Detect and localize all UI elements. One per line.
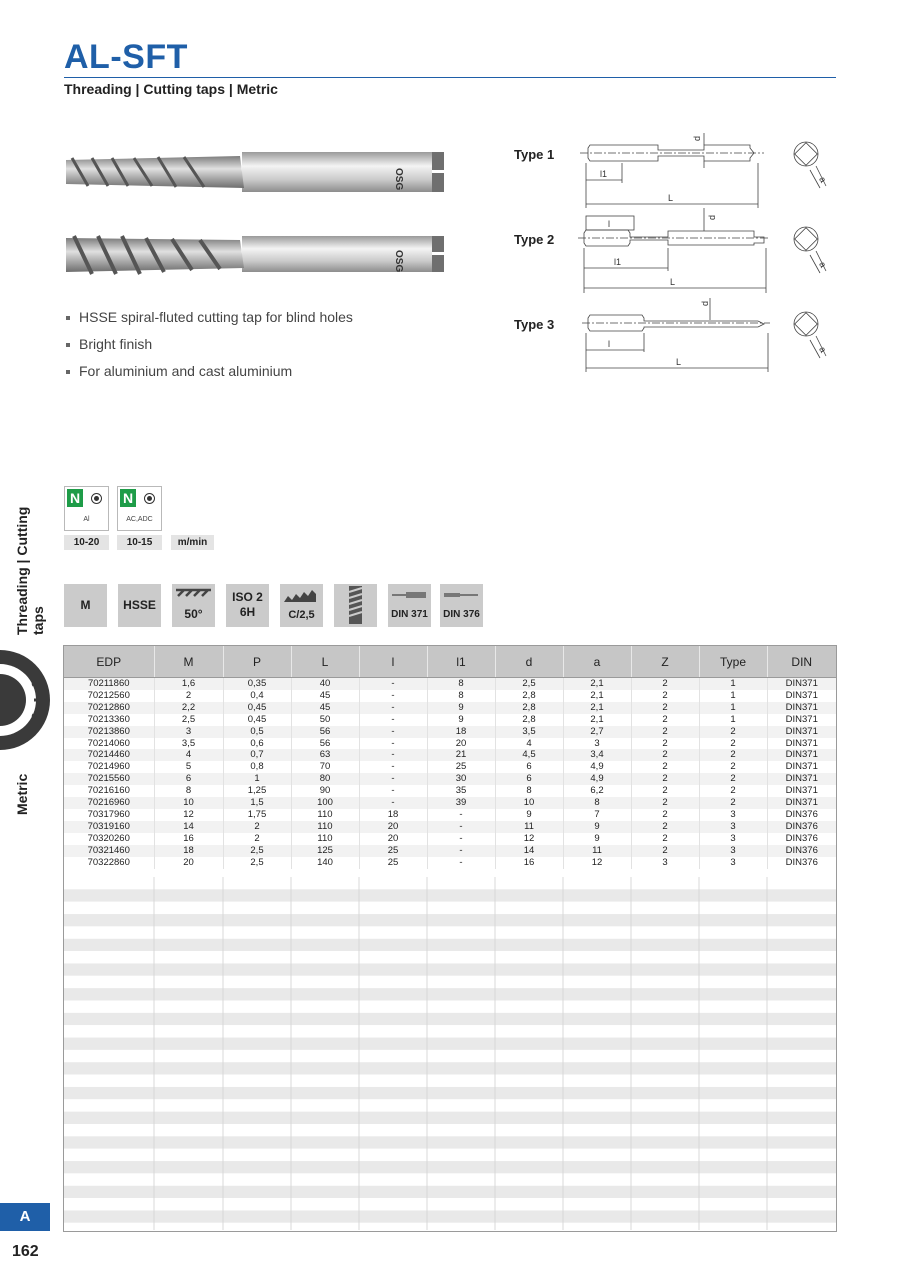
empty-row [64,1075,836,1087]
empty-table-rows [64,877,836,1230]
table-cell: DIN371 [767,678,836,690]
table-cell: 0,45 [223,714,291,726]
bullet-icon [66,343,70,347]
table-cell: DIN376 [767,845,836,857]
table-cell: - [359,678,427,690]
side-tab [14,475,50,815]
table-cell: 2 [631,845,699,857]
table-cell: 6 [495,773,563,785]
empty-row [64,1124,836,1136]
tap-image-type1 [62,148,448,196]
table-cell: 70214460 [64,749,154,761]
empty-row [64,1161,836,1173]
table-row [64,821,836,833]
type3-label: Type 3 [514,317,555,332]
table-cell: 2,7 [563,726,631,738]
table-cell: 1 [223,773,291,785]
table-cell: 0,35 [223,678,291,690]
table-row [64,797,836,809]
table-cell: 70212860 [64,702,154,714]
din376-standard-icon: DIN 376 [440,584,483,627]
empty-row [64,926,836,938]
column-header: EDP [64,646,154,678]
empty-row [64,1050,836,1062]
dim-d-label: d [700,300,710,306]
table-cell: DIN371 [767,797,836,809]
empty-row [64,1087,836,1099]
table-cell: DIN376 [767,809,836,821]
table-cell: 8 [154,785,223,797]
table-row [64,809,836,821]
helix-angle-icon: 50° [172,584,215,627]
table-cell: 110 [291,809,359,821]
table-cell: - [359,785,427,797]
table-cell: 0,6 [223,738,291,750]
table-cell: 45 [291,702,359,714]
table-row [64,761,836,773]
dim-L-label: L [670,277,676,287]
table-cell: 1 [699,714,767,726]
empty-row [64,976,836,988]
empty-row [64,1210,836,1222]
table-cell: 3 [699,845,767,857]
table-row [64,690,836,702]
dim-d-label: d [707,214,717,220]
material-dot-icon [144,493,155,504]
table-cell: 0,4 [223,690,291,702]
table-cell: DIN371 [767,738,836,750]
table-row [64,726,836,738]
table-cell: 70320260 [64,833,154,845]
table-cell: 110 [291,833,359,845]
table-cell: 9 [563,821,631,833]
spiral-flute-icon [334,584,377,627]
table-cell: - [427,821,495,833]
table-cell: DIN376 [767,857,836,869]
table-cell: 2,1 [563,702,631,714]
tap-logo-marking: OSG [393,250,404,273]
empty-row [64,1025,836,1037]
type1-label: Type 1 [514,147,555,162]
material-icon-al: N Al [64,486,109,531]
din371-standard-icon: DIN 371 [388,584,431,627]
table-cell: 70213860 [64,726,154,738]
table-cell: 2 [699,797,767,809]
table-cell: 3,4 [563,749,631,761]
table-row [64,738,836,750]
table-cell: 3 [631,857,699,869]
table-cell: 2 [631,797,699,809]
column-header: P [223,646,291,678]
table-cell: 2,1 [563,678,631,690]
table-cell: 2,1 [563,690,631,702]
table-row [64,785,836,797]
metric-thread-icon: M [64,584,107,627]
table-cell: 18 [359,809,427,821]
product-table [64,646,836,869]
table-cell: 70211860 [64,678,154,690]
table-cell: 110 [291,821,359,833]
table-cell: 16 [495,857,563,869]
table-cell: 12 [154,809,223,821]
table-cell: 1 [699,702,767,714]
table-cell: 12 [495,833,563,845]
feature-item: For aluminium and cast aluminium [66,363,353,390]
table-cell: 20 [359,821,427,833]
table-cell: 8 [427,678,495,690]
table-cell: 0,7 [223,749,291,761]
table-row [64,702,836,714]
table-cell: 2 [631,678,699,690]
table-cell: 70215560 [64,773,154,785]
empty-row [64,1149,836,1161]
table-row [64,773,836,785]
table-cell: 3,5 [154,738,223,750]
table-cell: 14 [154,821,223,833]
table-cell: 9 [427,702,495,714]
table-cell: 20 [154,857,223,869]
table-cell: 9 [563,833,631,845]
table-cell: 3 [699,833,767,845]
table-cell: 21 [427,749,495,761]
table-row [64,749,836,761]
chamfer-form-icon: C/2,5 [280,584,323,627]
table-cell: 6 [495,761,563,773]
column-header: DIN [767,646,836,678]
table-cell: 2 [631,761,699,773]
table-cell: 2 [631,702,699,714]
table-cell: 70214960 [64,761,154,773]
dim-L-label: L [668,193,674,203]
table-cell: 12 [563,857,631,869]
table-cell: 2,1 [563,714,631,726]
table-cell: 2,2 [154,702,223,714]
table-cell: 70317960 [64,809,154,821]
table-cell: 0,45 [223,702,291,714]
table-cell: 14 [495,845,563,857]
column-header: Z [631,646,699,678]
table-cell: 2,8 [495,690,563,702]
table-cell: 2 [631,749,699,761]
speed-unit: m/min [171,535,214,550]
table-cell: 2,5 [223,857,291,869]
table-cell: 2 [699,761,767,773]
table-cell: DIN371 [767,690,836,702]
empty-row [64,939,836,951]
table-cell: 1 [699,678,767,690]
feature-item: Bright finish [66,336,353,363]
column-header: a [563,646,631,678]
empty-row [64,1062,836,1074]
empty-row [64,1112,836,1124]
dim-L-label: L [676,357,682,367]
dim-l-label: l [608,339,610,349]
table-cell: 45 [291,690,359,702]
page-title: AL-SFT [64,38,188,76]
empty-row [64,1186,836,1198]
tap-logo-marking: OSG [393,168,404,191]
empty-row [64,1001,836,1013]
table-cell: 125 [291,845,359,857]
table-cell: 70213360 [64,714,154,726]
dim-l-label: l [608,219,610,229]
table-cell: 2 [699,738,767,750]
empty-row [64,1223,836,1230]
table-cell: - [359,702,427,714]
table-cell: 25 [427,761,495,773]
empty-row [64,1198,836,1210]
table-cell: 25 [359,845,427,857]
bullet-icon [66,370,70,374]
table-cell: - [359,761,427,773]
table-cell: 11 [495,821,563,833]
dim-a-label: a [817,174,829,185]
table-cell: 10 [154,797,223,809]
table-cell: 2,5 [154,714,223,726]
empty-row [64,889,836,901]
table-cell: 4,9 [563,761,631,773]
column-header: l [359,646,427,678]
table-cell: 4,9 [563,773,631,785]
table-cell: 2 [631,738,699,750]
tap-image-type2 [62,230,448,278]
dim-a-label: a [817,259,829,270]
table-cell: 39 [427,797,495,809]
empty-row [64,1038,836,1050]
table-cell: 70319160 [64,821,154,833]
empty-row [64,951,836,963]
table-cell: 8 [427,690,495,702]
table-cell: 3,5 [495,726,563,738]
table-cell: 18 [154,845,223,857]
table-cell: 1,25 [223,785,291,797]
table-cell: 10 [495,797,563,809]
table-cell: DIN371 [767,761,836,773]
table-cell: 2 [223,821,291,833]
table-cell: 6,2 [563,785,631,797]
table-cell: 70322860 [64,857,154,869]
table-cell: 2,5 [495,678,563,690]
table-cell: 40 [291,678,359,690]
table-cell: 2 [223,833,291,845]
table-cell: 140 [291,857,359,869]
column-header: l1 [427,646,495,678]
table-cell: 2 [631,773,699,785]
side-tab-subcategory: Metric [14,773,30,815]
table-cell: - [359,797,427,809]
table-row [64,678,836,690]
table-cell: - [359,714,427,726]
table-cell: - [427,833,495,845]
table-cell: 90 [291,785,359,797]
table-cell: 1,5 [223,797,291,809]
table-cell: 63 [291,749,359,761]
table-cell: DIN371 [767,714,836,726]
side-tab-category: Threading | Cutting taps [14,506,46,635]
cutting-speed-ac-adc: 10-15 [117,535,162,550]
table-cell: 9 [495,809,563,821]
page-subtitle: Threading | Cutting taps | Metric [64,81,278,97]
table-cell: DIN371 [767,749,836,761]
tap-cross-section-icon [0,645,50,755]
table-cell: DIN371 [767,785,836,797]
table-cell: 2 [699,773,767,785]
table-row [64,845,836,857]
type2-label: Type 2 [514,232,555,247]
table-cell: 2,8 [495,702,563,714]
table-cell: DIN376 [767,833,836,845]
table-row [64,857,836,869]
table-cell: - [359,749,427,761]
table-cell: 56 [291,726,359,738]
title-divider [64,77,836,78]
table-cell: 1,6 [154,678,223,690]
column-header: Type [699,646,767,678]
tolerance-class-icon: ISO 2 6H [226,584,269,627]
table-cell: 70214060 [64,738,154,750]
table-cell: 3 [154,726,223,738]
column-header: M [154,646,223,678]
table-cell: 20 [427,738,495,750]
table-cell: 0,8 [223,761,291,773]
table-cell: 2 [699,749,767,761]
empty-row [64,877,836,889]
table-cell: 2 [631,809,699,821]
table-cell: 2 [631,785,699,797]
table-cell: 7 [563,809,631,821]
table-cell: 6 [154,773,223,785]
material-icon-ac-adc: N AC,ADC [117,486,162,531]
table-cell: - [427,809,495,821]
table-cell: 1,75 [223,809,291,821]
table-cell: - [359,726,427,738]
dim-d-label: d [692,135,702,141]
table-cell: 0,5 [223,726,291,738]
feature-list [66,309,353,390]
bullet-icon [66,316,70,320]
table-cell: 30 [427,773,495,785]
table-cell: 3 [699,809,767,821]
table-row [64,833,836,845]
table-cell: 50 [291,714,359,726]
table-row [64,714,836,726]
empty-row [64,914,836,926]
table-cell: - [427,845,495,857]
table-cell: DIN371 [767,702,836,714]
dim-a-label: a [817,344,829,355]
table-cell: 2,5 [223,845,291,857]
empty-row [64,963,836,975]
table-cell: 56 [291,738,359,750]
hsse-material-icon: HSSE [118,584,161,627]
table-cell: 2 [631,821,699,833]
table-cell: 4,5 [495,749,563,761]
table-cell: 4 [154,749,223,761]
table-cell: 35 [427,785,495,797]
table-cell: 5 [154,761,223,773]
table-cell: 16 [154,833,223,845]
table-cell: 70216160 [64,785,154,797]
dim-l1-label: l1 [600,169,608,179]
table-cell: 2 [699,785,767,797]
section-tab: A [0,1203,50,1231]
table-cell: - [359,690,427,702]
table-cell: 2 [631,726,699,738]
column-header: L [291,646,359,678]
table-cell: DIN371 [767,726,836,738]
table-cell: 2 [631,690,699,702]
material-dot-icon [91,493,102,504]
empty-row [64,1136,836,1148]
technical-drawings [578,128,840,378]
table-cell: - [359,773,427,785]
table-cell: 9 [427,714,495,726]
table-cell: 100 [291,797,359,809]
feature-item: HSSE spiral-fluted cutting tap for blind holes [66,309,353,336]
table-cell: DIN371 [767,773,836,785]
table-cell: 80 [291,773,359,785]
table-cell: 11 [563,845,631,857]
table-cell: 18 [427,726,495,738]
table-cell: 70216960 [64,797,154,809]
empty-row [64,1173,836,1185]
column-header: d [495,646,563,678]
empty-row [64,988,836,1000]
table-cell: 1 [699,690,767,702]
table-cell: 3 [699,821,767,833]
page-number: 162 [12,1243,39,1260]
table-cell: DIN376 [767,821,836,833]
table-cell: 8 [495,785,563,797]
empty-row [64,902,836,914]
table-cell: 8 [563,797,631,809]
empty-row [64,1013,836,1025]
table-cell: 3 [699,857,767,869]
table-cell: - [359,738,427,750]
table-cell: 20 [359,833,427,845]
table-cell: 2 [631,833,699,845]
table-cell: 2 [154,690,223,702]
table-cell: 4 [495,738,563,750]
table-cell: 25 [359,857,427,869]
table-cell: 3 [563,738,631,750]
empty-row [64,1099,836,1111]
table-cell: 70321460 [64,845,154,857]
table-cell: 70 [291,761,359,773]
table-cell: 2 [699,726,767,738]
table-cell: - [427,857,495,869]
cutting-speed-al: 10-20 [64,535,109,550]
dim-l1-label: l1 [614,257,622,267]
table-cell: 2,8 [495,714,563,726]
table-cell: 2 [631,714,699,726]
table-cell: 70212560 [64,690,154,702]
